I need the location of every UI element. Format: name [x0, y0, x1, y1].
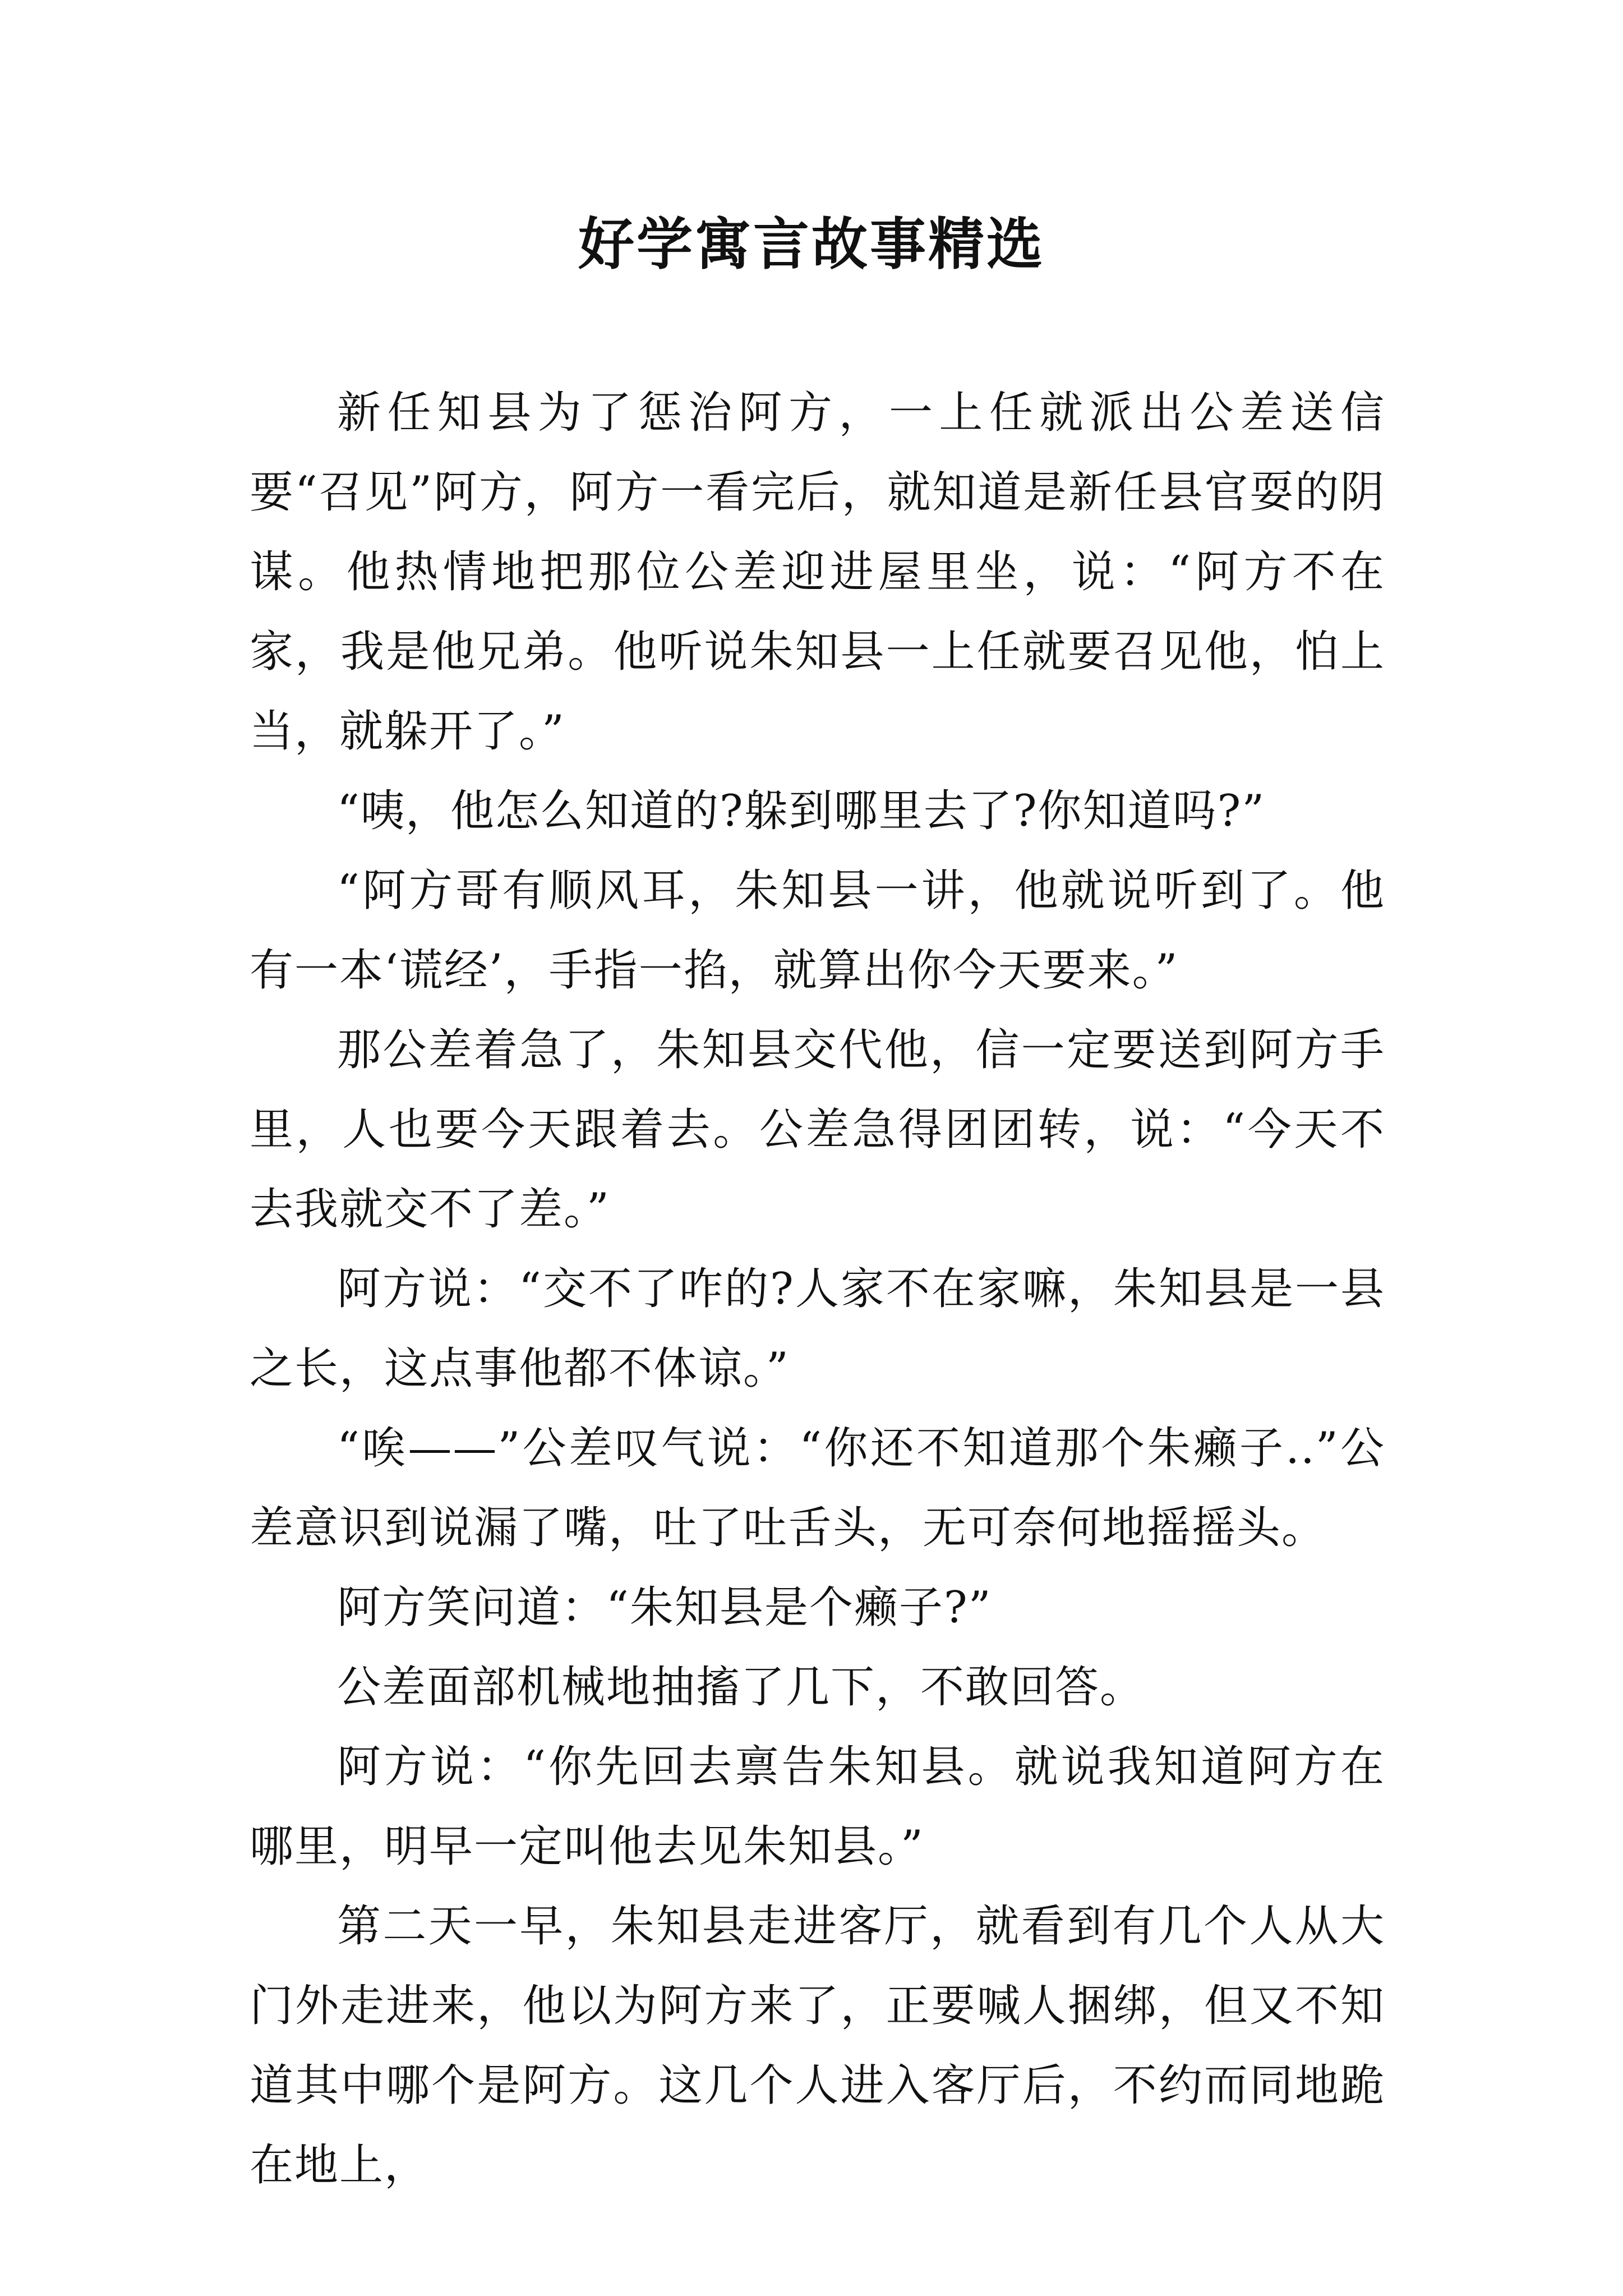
paragraph: 阿方说：“你先回去禀告朱知县。就说我知道阿方在哪里，明早一定叫他去见朱知县。”: [250, 1742, 1385, 1872]
paragraph: 第二天一早，朱知县走进客厅，就看到有几个人从大门外走进来，他以为阿方来了，正要喊人捆绑，但又不知道其中哪个是阿方。这几个人进入客厅后，不约而同地跪在地上，: [250, 1901, 1385, 2191]
paragraph: 阿方笑问道：“朱知县是个癞子?”: [337, 1582, 992, 1633]
paragraph: 公差面部机械地抽搐了几下，不敢回答。: [337, 1662, 1145, 1713]
paragraph: “唉——”公差叹气说：“你还不知道那个朱癞子..”公差意识到说漏了嘴，吐了吐舌头，无可奈何地摇摇头。: [250, 1423, 1385, 1553]
document-body: [250, 373, 1385, 2205]
paragraph: 那公差着急了，朱知县交代他，信一定要送到阿方手里，人也要今天跟着去。公差急得团团转，说：“今天不去我就交不了差。”: [250, 1025, 1385, 1235]
document-title: 好学寓言故事精选: [578, 211, 1045, 277]
paragraph: “阿方哥有顺风耳，朱知县一讲，他就说听到了。他有一本‘谎经’，手指一掐，就算出你今天要来。”: [250, 866, 1385, 996]
paragraph: “咦，他怎么知道的?躲到哪里去了?你知道吗?”: [337, 786, 1266, 836]
paragraph: 新任知县为了惩治阿方，一上任就派出公差送信要“召见”阿方，阿方一看完后，就知道是新任县官耍的阴谋。他热情地把那位公差迎进屋里坐，说：“阿方不在家，我是他兄弟。他听说朱知县一上任就要召见他，怕上当，就躲开了。”: [250, 388, 1385, 757]
paragraph: 阿方说：“交不了咋的?人家不在家嘛，朱知县是一县之长，这点事他都不体谅。”: [250, 1264, 1385, 1394]
